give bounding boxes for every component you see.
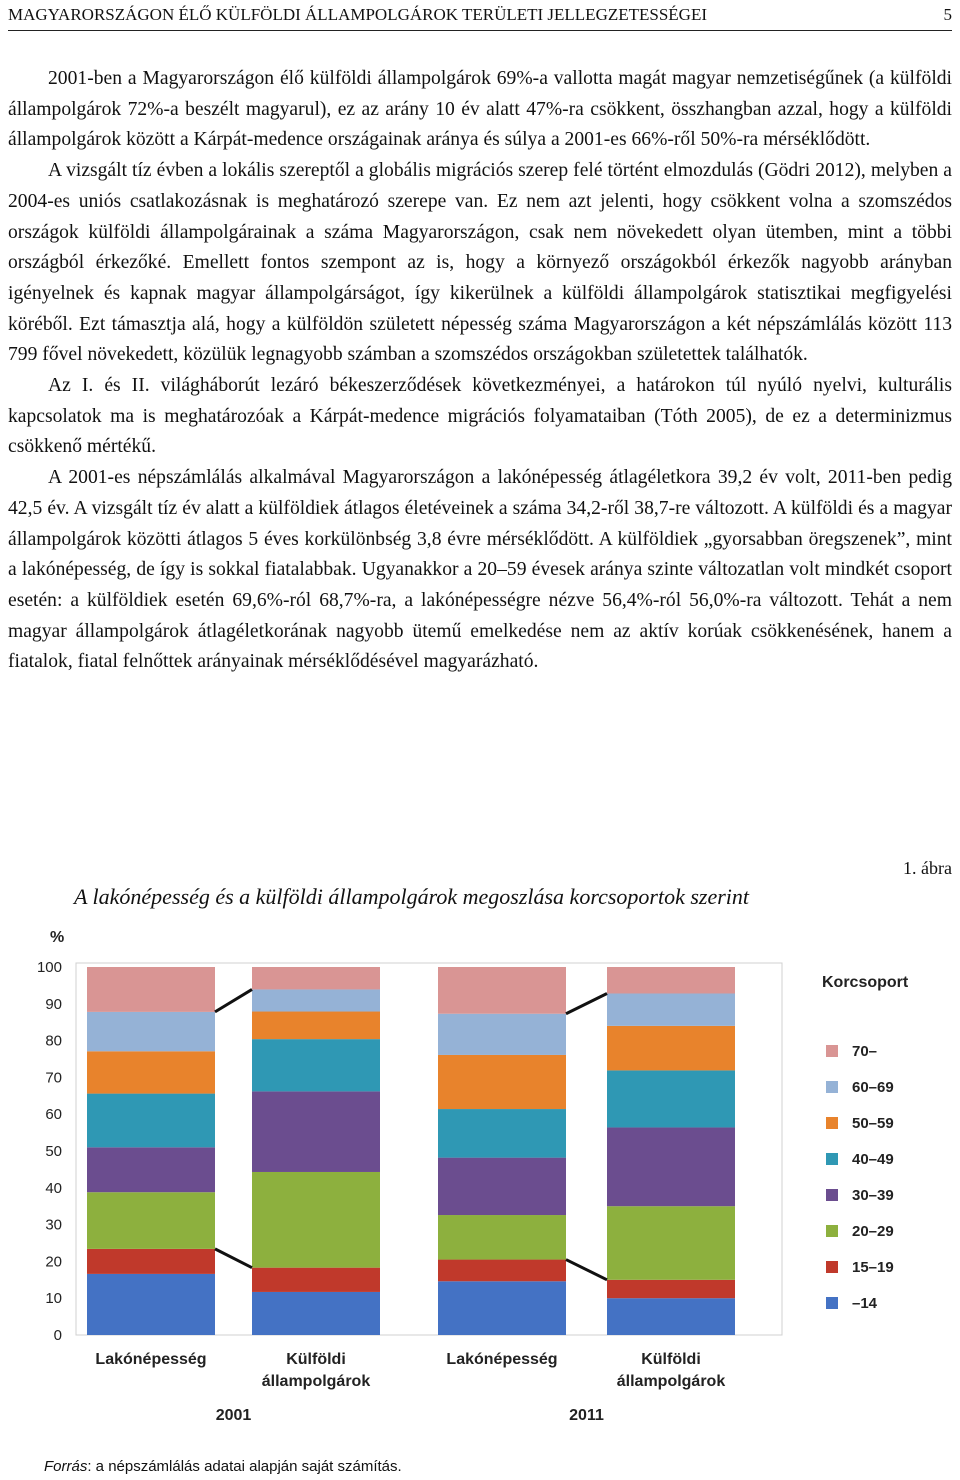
legend-title: Korcsoport: [822, 974, 909, 991]
bar-segment: [607, 993, 735, 1025]
bar-segment: [438, 1055, 566, 1109]
connector-line: [566, 1260, 607, 1280]
category-label: állampolgárok: [261, 1373, 371, 1390]
y-tick-label: 70: [45, 1069, 62, 1087]
source-label: Forrás: [44, 1458, 88, 1475]
y-axis-label: %: [50, 929, 65, 946]
category-label: állampolgárok: [616, 1373, 726, 1390]
category-label: Lakónépesség: [95, 1351, 207, 1368]
legend-swatch: [826, 1045, 838, 1057]
bar-segment: [87, 1147, 215, 1192]
group-label: 2011: [569, 1407, 604, 1424]
legend-swatch: [826, 1261, 838, 1273]
y-tick-label: 20: [45, 1253, 62, 1271]
bar-segment: [607, 967, 735, 993]
legend-label: 70–: [852, 1043, 878, 1060]
bar-segment: [438, 1158, 566, 1215]
bar-segment: [87, 1012, 215, 1051]
legend-label: 15–19: [852, 1259, 894, 1276]
figure-title: A lakónépesség és a külföldi állampolgárok megoszlása korcsoportok szerint: [74, 884, 750, 909]
bar-segment: [87, 1249, 215, 1274]
legend-swatch: [826, 1081, 838, 1093]
paragraph: Az I. és II. világháborút lezáró békeszerződések következményei, a határokon túl nyúló nyelvi, kulturális kapcsolatok ma is meghatározóak a Kárpát-medence migrációs folyamataiban (Tóth 2005), de ez a determinizmus csökkenő mértékű.: [8, 375, 952, 458]
bar-segment: [438, 1215, 566, 1260]
y-tick-label: 90: [45, 995, 62, 1013]
legend-swatch: [826, 1153, 838, 1165]
y-tick-label: 50: [45, 1143, 62, 1160]
y-tick-label: 40: [45, 1179, 62, 1197]
legend-swatch: [826, 1189, 838, 1201]
legend-label: 30–39: [852, 1187, 894, 1204]
legend-label: –14: [852, 1295, 878, 1312]
figure-number: 1. ábra: [903, 858, 952, 878]
bar-segment: [87, 1094, 215, 1148]
y-tick-label: 60: [45, 1106, 62, 1124]
bar-segment: [252, 1039, 380, 1091]
legend-swatch: [826, 1297, 838, 1309]
paragraph: A vizsgált tíz évben a lokális szereptől a globális migrációs szerep felé történt elmozdulás (Gödri 2012), melyben a 2004-es uniós csatlakozásnak is meghatározó szerepe van. Ez nem azt jelenti, hogy csökkent volna a szomszédos országok külföldi állampolgárainak a száma Magyarországon, csak nem növekedett olyan ütemben, mint a többi országból érkezőké. Emellett fontos szempont az is, hogy a környező országokból érkezők nagyobb arányban igényelnek és kapnak magyar állampolgárságot, így kikerülnek a külföldi állampolgárok statisztikai megfigyelési köréből. Ezt támasztja alá, hogy a külföldön született népesség száma Magyarországon a két népszámlálás között 113 799 fővel növekedett, közülük legnagyobb számban a szomszédos országokban születettek találhatók.: [8, 160, 952, 366]
category-label: Külföldi: [641, 1351, 701, 1368]
connector-line: [215, 1249, 252, 1268]
bar-segment: [438, 1260, 566, 1282]
bar-segment: [438, 1109, 566, 1158]
y-tick-label: 30: [45, 1216, 62, 1234]
bar-segment: [252, 1012, 380, 1040]
connector-line: [566, 993, 607, 1013]
bar-segment: [252, 1292, 380, 1335]
bar-segment: [438, 967, 566, 1014]
source-text: : a népszámlálás adatai alapján saját számítás.: [87, 1458, 402, 1475]
category-label: Külföldi: [286, 1351, 346, 1368]
bar-segment: [87, 1051, 215, 1093]
legend-label: 40–49: [852, 1151, 894, 1168]
category-label: Lakónépesség: [446, 1351, 558, 1368]
bar-segment: [252, 989, 380, 1011]
legend-label: 50–59: [852, 1115, 894, 1132]
bar-segment: [87, 1274, 215, 1335]
bar-segment: [87, 967, 215, 1012]
body-text: [8, 64, 952, 678]
paragraph: A 2001-es népszámlálás alkalmával Magyarországon a lakónépesség átlagéletkora 39,2 év volt, 2011-ben pedig 42,5 év. A vizsgált tíz év alatt a külföldiek átlagos életéveinek a száma 34,2-ről 38,7-re változott. A külföldi és a magyar állampolgárok közötti átlagos 5 éves korkülönbség 3,8 évre mérséklődött. A külföldiek „gyorsabban öregszenek”, mint a lakónépesség, de így is sokkal fiatalabbak. Ugyanakkor a 20–59 évesek aránya szinte változatlan volt mindkét csoport esetén: a külföldiek esetén 69,6%-ról 68,7%-ra, a lakónépességre nézve 56,4%-ról 56,0%-ra változott. Tehát a nem magyar állampolgárok átlagéletkorának nagyobb ütemű emelkedése nem az aktív korúak csökkenésének, hanem a fiatalok, fiatal felnőttek arányainak mérséklődésével magyarázható.: [8, 467, 952, 673]
bar-segment: [87, 1192, 215, 1249]
bar-segment: [607, 1026, 735, 1071]
y-tick-label: 0: [53, 1327, 62, 1344]
paragraph: 2001-ben a Magyarországon élő külföldi állampolgárok 69%-a vallotta magát magyar nemzetiségűnek (a külföldi állampolgárok 72%-a beszélt magyarul), ez az arány 10 év alatt 47%-ra csökkent, összhangban azzal, hogy a külföldi állampolgárok között a Kárpát-medence országainak aránya és súlya a 2001-es 66%-ről 50%-ra mérséklődött.: [8, 68, 952, 151]
legend-swatch: [826, 1225, 838, 1237]
source-note: [44, 1458, 402, 1475]
y-tick-label: 100: [36, 959, 62, 976]
legend-label: 60–69: [852, 1079, 894, 1096]
bar-segment: [438, 1281, 566, 1335]
group-label: 2001: [215, 1407, 252, 1424]
y-tick-label: 80: [45, 1032, 62, 1050]
legend-swatch: [826, 1117, 838, 1129]
bar-segment: [607, 1280, 735, 1298]
stacked-bar-chart: [0, 920, 960, 1440]
bar-segment: [607, 1206, 735, 1280]
page-number: 5: [943, 5, 952, 24]
bar-segment: [607, 1127, 735, 1206]
bar-segment: [252, 967, 380, 989]
bar-segment: [438, 1014, 566, 1055]
bar-segment: [607, 1298, 735, 1335]
bar-segment: [252, 1172, 380, 1268]
bar-segment: [607, 1070, 735, 1127]
bar-segment: [252, 1091, 380, 1172]
page-header: [8, 4, 952, 31]
y-tick-label: 10: [45, 1290, 62, 1308]
legend-label: 20–29: [852, 1223, 894, 1240]
bar-segment: [252, 1268, 380, 1292]
connector-line: [215, 989, 252, 1011]
running-title: MAGYARORSZÁGON ÉLŐ KÜLFÖLDI ÁLLAMPOLGÁROK TERÜLETI JELLEGZETESSÉGEI: [8, 5, 708, 24]
